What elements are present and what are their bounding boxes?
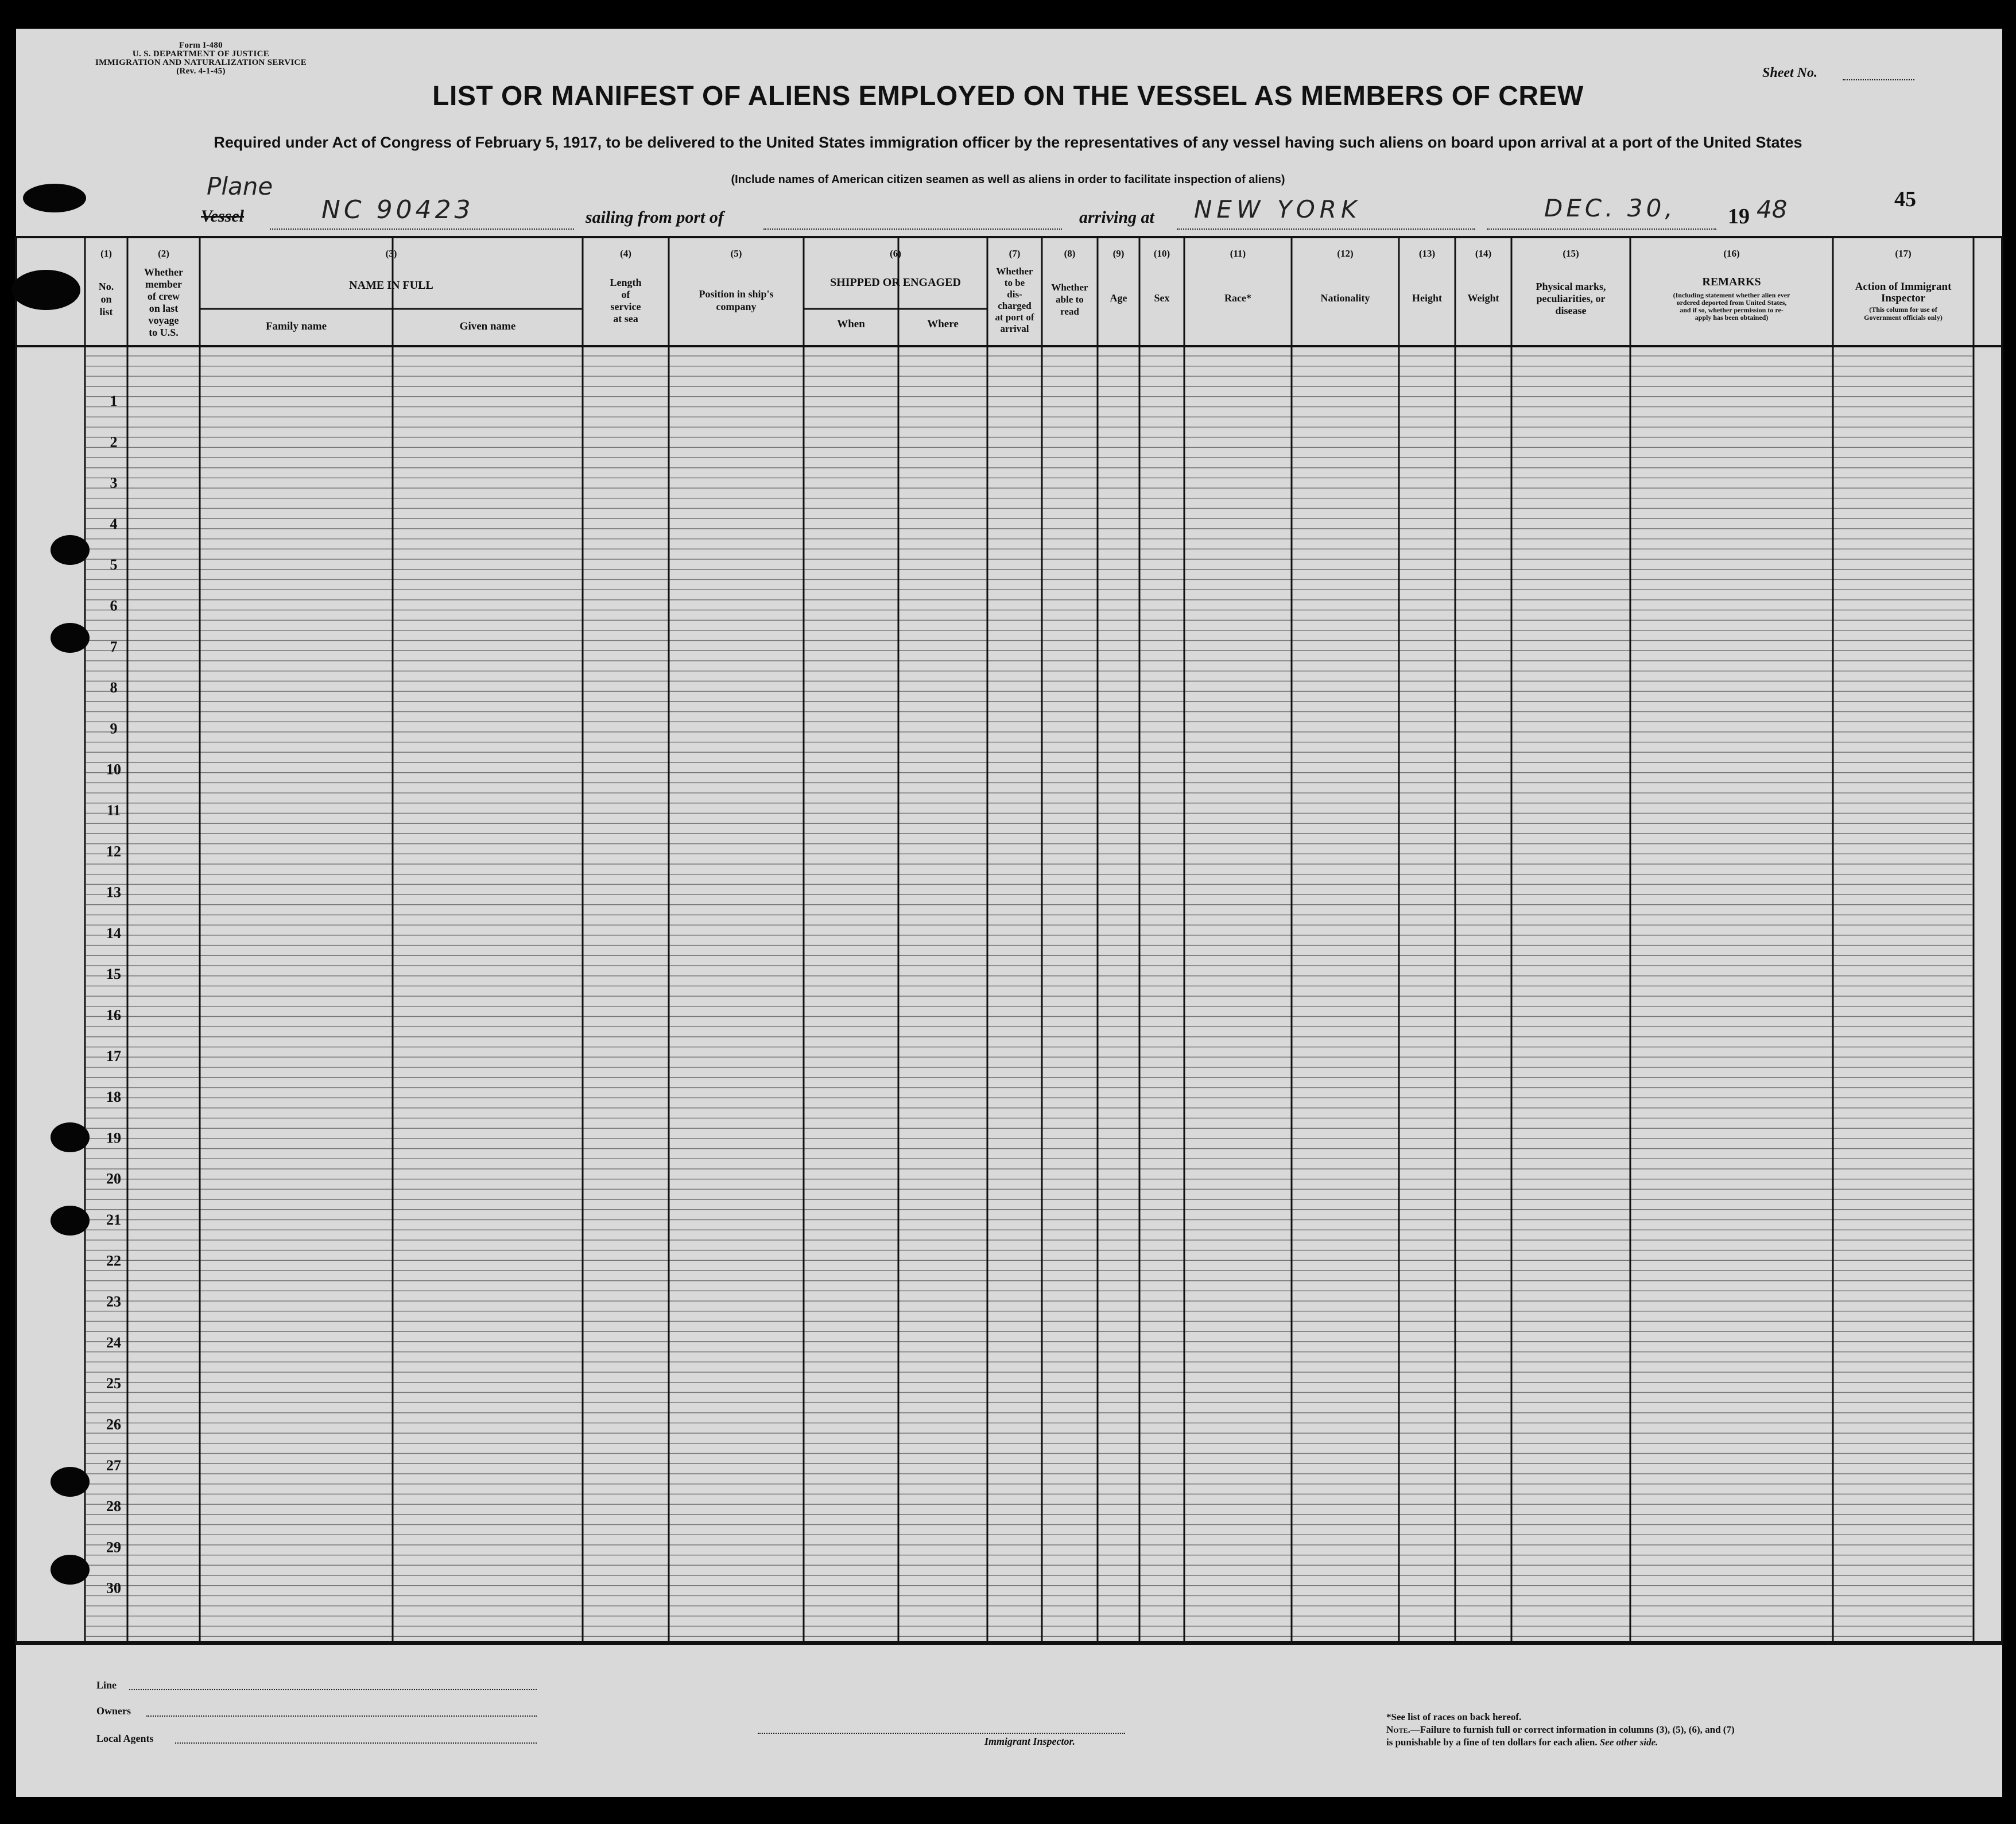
note-see: See other side. <box>1599 1737 1658 1748</box>
department-name: U. S. DEPARTMENT OF JUSTICE <box>132 49 270 59</box>
footer-line-field[interactable] <box>129 1689 537 1690</box>
note-label: Note. <box>1386 1724 1410 1735</box>
column-label-c5: company <box>716 301 757 312</box>
column-label-c8: able to <box>1056 294 1084 305</box>
row-number: 19 <box>106 1129 121 1147</box>
footer-owners-label: Owners <box>96 1705 131 1717</box>
note-text: —Failure to furnish full or correct information in columns (3), (5), (6), and (7) <box>1410 1724 1735 1735</box>
column-label-c3: NAME IN FULL <box>349 279 433 292</box>
column-sub-c16: and if so, whether permission to re- <box>1680 306 1784 314</box>
row-number: 14 <box>106 924 121 942</box>
date-value[interactable]: DEC. 30, <box>1544 194 1676 222</box>
row-number: 22 <box>106 1252 121 1269</box>
column-label-c9: Age <box>1110 292 1127 304</box>
column-label-c1: No. <box>98 281 114 292</box>
row-number: 4 <box>110 515 118 532</box>
column-sub-c17: (This column for use of <box>1869 305 1937 313</box>
column-number-c11: (11) <box>1230 248 1246 259</box>
column-sub-family-name: Family name <box>265 320 327 332</box>
row-number: 28 <box>106 1498 121 1515</box>
page-number: 45 <box>1894 187 1916 211</box>
column-sub-c16: apply has been obtained) <box>1695 313 1769 322</box>
punch-hole <box>51 1555 90 1585</box>
column-label-c17: Action of Immigrant <box>1855 281 1952 293</box>
column-number-c17: (17) <box>1895 248 1912 259</box>
vessel-value[interactable]: NC 90423 <box>321 195 474 224</box>
row-number: 3 <box>110 474 118 491</box>
column-label-c2: to U.S. <box>149 327 179 338</box>
column-label-c8: Whether <box>1051 282 1088 293</box>
row-number: 21 <box>106 1211 121 1228</box>
form-number: Form I-480 <box>179 41 223 50</box>
row-number: 24 <box>106 1334 121 1351</box>
row-number: 7 <box>110 638 118 655</box>
punch-hole <box>11 270 80 310</box>
column-label-c17: Inspector <box>1881 292 1926 304</box>
column-label-c6: SHIPPED OR ENGAGED <box>830 276 961 289</box>
column-label-c2: on last <box>149 303 179 314</box>
form-title: LIST OR MANIFEST OF ALIENS EMPLOYED ON THE VESSEL AS MEMBERS OF CREW <box>432 81 1584 111</box>
row-number: 26 <box>106 1416 121 1433</box>
column-label-c11: Race* <box>1224 292 1251 304</box>
penalty-note-2 <box>1386 1736 1658 1749</box>
row-number: 10 <box>106 761 121 778</box>
column-label-c4: Length <box>610 277 642 288</box>
row-number: 25 <box>106 1375 121 1392</box>
footer-agents-label: Local Agents <box>96 1733 154 1744</box>
ink-blot <box>23 184 86 212</box>
penalty-note <box>1386 1724 1735 1736</box>
sheet-no-label: Sheet No. <box>1762 65 1817 80</box>
column-label-c7: arrival <box>1000 323 1029 334</box>
note-text-2: is punishable by a fine of ten dollars for each alien. <box>1386 1737 1598 1748</box>
column-label-c5: Position in ship's <box>699 288 774 300</box>
row-number: 1 <box>110 393 118 409</box>
column-number-c6: (6) <box>890 248 901 259</box>
row-number: 2 <box>110 433 118 451</box>
row-number: 8 <box>110 679 118 696</box>
column-number-c5: (5) <box>730 248 742 259</box>
handwritten-plane: Plane <box>207 172 273 200</box>
arriving-value[interactable]: NEW YORK <box>1194 195 1362 223</box>
column-label-c2: Whether <box>144 266 183 278</box>
row-number: 9 <box>110 720 118 737</box>
form-revision: (Rev. 4-1-45) <box>176 67 226 76</box>
column-number-c7: (7) <box>1009 248 1021 259</box>
row-number: 17 <box>106 1047 121 1064</box>
column-number-c15: (15) <box>1563 248 1579 259</box>
inspector-label: Immigrant Inspector. <box>984 1736 1076 1747</box>
vessel-label: Vessel <box>201 207 244 226</box>
punch-hole <box>51 623 90 653</box>
column-label-c4: at sea <box>613 313 638 324</box>
column-label-c15: disease <box>1555 305 1587 316</box>
footer-line-label: Line <box>96 1679 117 1691</box>
punch-hole <box>51 1206 90 1236</box>
column-number-c4: (4) <box>620 248 631 259</box>
row-number: 12 <box>106 843 121 860</box>
service-name: IMMIGRATION AND NATURALIZATION SERVICE <box>95 58 307 67</box>
row-number: 16 <box>106 1006 121 1024</box>
column-label-c1: on <box>100 293 112 305</box>
column-label-c4: service <box>610 301 641 312</box>
column-label-c13: Height <box>1412 292 1442 304</box>
row-number: 20 <box>106 1170 121 1187</box>
column-number-c14: (14) <box>1475 248 1492 259</box>
row-number: 13 <box>106 884 121 901</box>
punch-hole <box>51 535 90 565</box>
column-label-c7: to be <box>1004 277 1025 288</box>
column-number-c8: (8) <box>1064 248 1076 259</box>
year-prefix: 19 <box>1728 204 1750 229</box>
ruled-lines <box>86 356 1972 1636</box>
column-label-c2: voyage <box>148 315 179 326</box>
column-number-c9: (9) <box>1112 248 1125 259</box>
row-number: 23 <box>106 1293 121 1310</box>
column-number-c13: (13) <box>1418 248 1436 259</box>
column-sub-given-name: Given name <box>459 320 516 332</box>
row-number: 18 <box>106 1089 121 1106</box>
requirement-text: Required under Act of Congress of February 5, 1917, to be delivered to the United States immigration officer by the representatives of any vessel having such aliens on board upon arrival at a port of the United States <box>214 134 1802 151</box>
column-label-c8: read <box>1060 306 1079 317</box>
column-label-c15: Physical marks, <box>1536 281 1606 292</box>
column-label-c2: member <box>145 278 182 290</box>
row-number: 27 <box>106 1457 121 1474</box>
column-label-c7: Whether <box>996 266 1033 277</box>
column-sub-when: When <box>837 318 865 330</box>
punch-hole <box>51 1122 90 1152</box>
column-number-c16: (16) <box>1723 248 1740 259</box>
year-value[interactable]: 48 <box>1757 195 1788 223</box>
column-label-c10: Sex <box>1154 292 1170 304</box>
include-note: (Include names of American citizen seamen as well as aliens in order to facilitate inspection of aliens) <box>731 173 1285 186</box>
inspector-signature-field[interactable] <box>758 1733 1125 1734</box>
column-label-c16: REMARKS <box>1702 276 1761 288</box>
column-label-c14: Weight <box>1467 292 1499 304</box>
column-label-c12: Nationality <box>1320 292 1370 304</box>
column-number-c3: (3) <box>385 248 397 259</box>
column-label-c15: peculiarities, or <box>1536 293 1606 304</box>
column-sub-where: Where <box>927 318 959 330</box>
column-label-c2: of crew <box>147 291 180 302</box>
column-number-c2: (2) <box>158 248 169 259</box>
row-number: 30 <box>106 1579 121 1597</box>
footer-owners-field[interactable] <box>146 1715 537 1717</box>
row-number: 11 <box>106 802 121 819</box>
column-label-c7: dis- <box>1007 289 1022 300</box>
column-label-c7: at port of <box>995 312 1034 323</box>
footer-agents-field[interactable] <box>175 1742 537 1744</box>
row-number: 5 <box>110 556 118 574</box>
punch-hole <box>51 1467 90 1497</box>
arriving-at-label: arriving at <box>1079 208 1154 227</box>
sailing-from-label: sailing from port of <box>586 208 724 227</box>
row-number: 6 <box>110 597 118 614</box>
column-label-c1: list <box>99 306 113 317</box>
row-number: 15 <box>106 966 121 983</box>
column-number-c12: (12) <box>1337 248 1354 259</box>
column-label-c4: of <box>621 289 630 300</box>
column-number-c10: (10) <box>1153 248 1170 259</box>
column-sub-c17: Government officials only) <box>1864 313 1943 322</box>
row-number: 29 <box>106 1539 121 1556</box>
column-label-c7: charged <box>998 300 1032 311</box>
column-number-c1: (1) <box>100 248 112 259</box>
column-sub-c16: (Including statement whether alien ever <box>1673 291 1790 299</box>
races-note: *See list of races on back hereof. <box>1386 1711 1522 1722</box>
column-sub-c16: ordered deported from United States, <box>1676 299 1787 307</box>
